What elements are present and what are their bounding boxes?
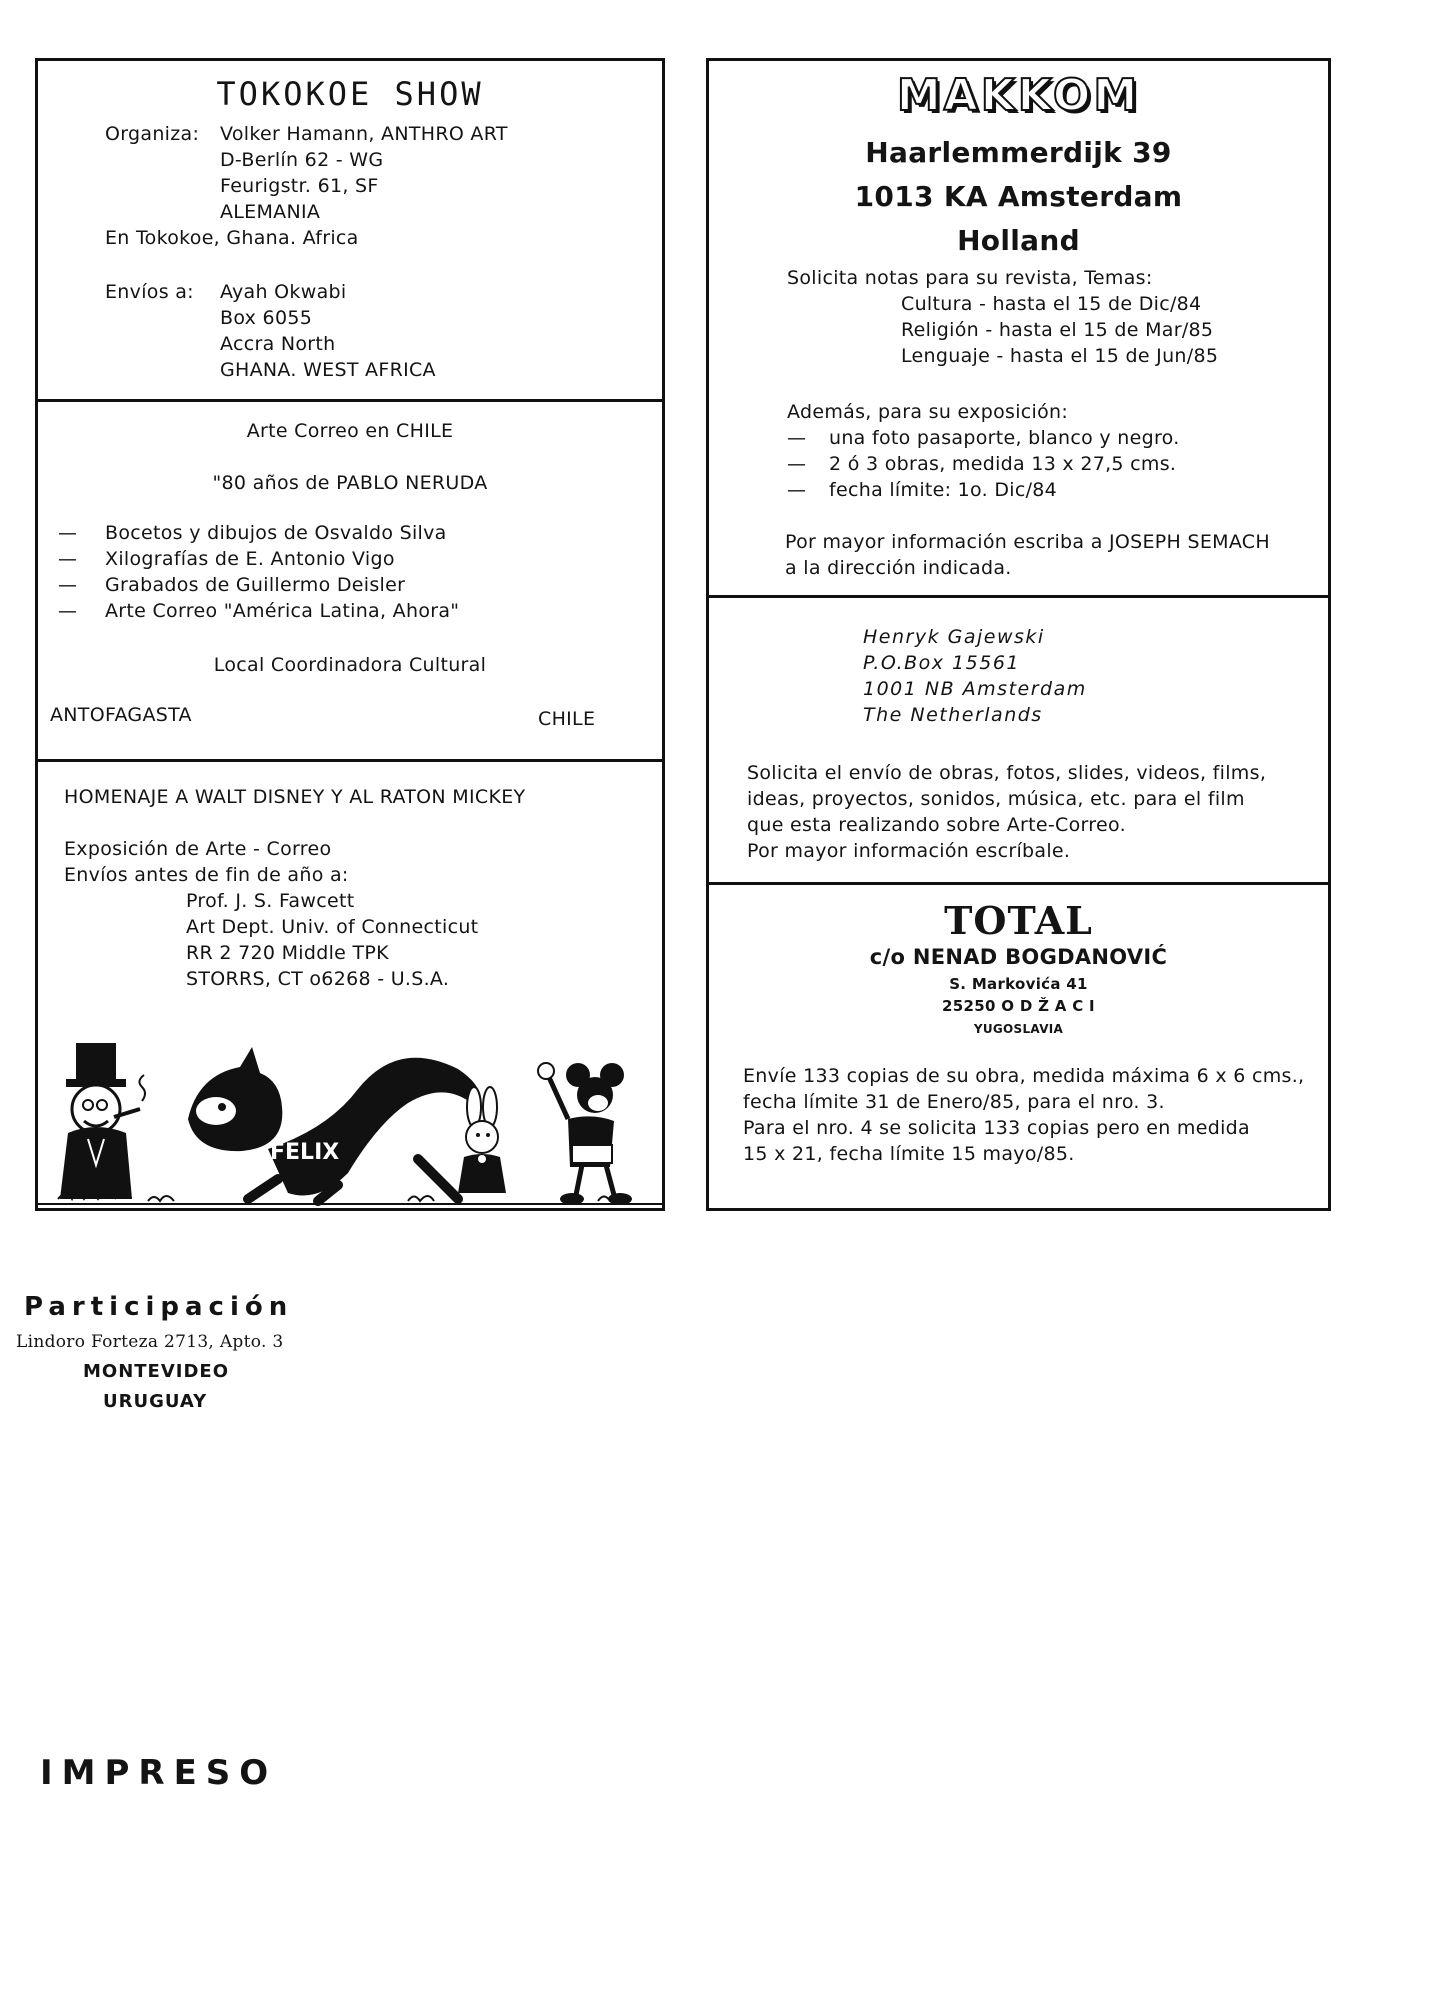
- felix-label: FELIX: [270, 1140, 340, 1165]
- gajewski-section: [709, 595, 1328, 882]
- disney-address-3: RR 2 720 Middle TPK: [186, 942, 389, 964]
- disney-line-1: Exposición de Arte - Correo: [64, 838, 332, 860]
- makkom-dash: —: [787, 479, 807, 501]
- gajewski-body-2: ideas, proyectos, sonidos, música, etc. para el film: [747, 788, 1245, 810]
- chile-section: [38, 399, 662, 759]
- makkom-info-2: a la dirección indicada.: [785, 557, 1012, 579]
- chile-bullet: —: [58, 574, 78, 596]
- makkom-section: [709, 61, 1328, 595]
- gajewski-address-3: 1001 NB Amsterdam: [863, 678, 1087, 700]
- organiza-line-3: Feurigstr. 61, SF: [220, 175, 379, 197]
- chile-title: Arte Correo en CHILE: [246, 420, 454, 442]
- makkom-theme-3: Lenguaje - hasta el 15 de Jun/85: [901, 345, 1219, 367]
- makkom-info-1: Por mayor información escriba a JOSEPH SEMACH: [785, 531, 1270, 553]
- total-street: S. Markovića 41: [949, 975, 1088, 993]
- organiza-line-2: D-Berlín 62 - WG: [220, 149, 384, 171]
- makkom-theme-1: Cultura - hasta el 15 de Dic/84: [901, 293, 1202, 315]
- return-country: URUGUAY: [103, 1391, 208, 1412]
- chile-country: CHILE: [538, 708, 596, 730]
- envios-line-3: Accra North: [220, 333, 336, 355]
- bunny-character: [458, 1087, 506, 1193]
- total-care-of: c/o NENAD BOGDANOVIĆ: [869, 945, 1168, 969]
- gajewski-address-2: P.O.Box 15561: [863, 652, 1020, 674]
- tokokoe-location: En Tokokoe, Ghana. Africa: [105, 227, 359, 249]
- old-man-character: [60, 1043, 145, 1199]
- total-body-2: fecha límite 31 de Enero/85, para el nro. 3.: [743, 1091, 1165, 1113]
- gajewski-body-3: que esta realizando sobre Arte-Correo.: [747, 814, 1126, 836]
- organiza-line-4: ALEMANIA: [220, 201, 321, 223]
- makkom-dash: —: [787, 453, 807, 475]
- impreso-label: IMPRESO: [40, 1753, 278, 1793]
- gajewski-body-4: Por mayor información escríbale.: [747, 840, 1071, 862]
- envios-line-4: GHANA. WEST AFRICA: [220, 359, 436, 381]
- makkom-intro: Solicita notas para su revista, Temas:: [787, 267, 1153, 289]
- envios-line-1: Ayah Okwabi: [220, 281, 347, 303]
- makkom-dash: —: [787, 427, 807, 449]
- total-title: TOTAL: [944, 898, 1093, 943]
- envios-line-2: Box 6055: [220, 307, 313, 329]
- chile-city: ANTOFAGASTA: [50, 704, 192, 726]
- makkom-expo-item-1: una foto pasaporte, blanco y negro.: [829, 427, 1180, 449]
- envios-label: Envíos a:: [105, 281, 194, 303]
- gajewski-address-4: The Netherlands: [863, 704, 1043, 726]
- makkom-logo-text: MAKKOM: [896, 70, 1141, 121]
- total-city: 25250 O D Ž A C I: [942, 997, 1095, 1015]
- chile-bullet: —: [58, 522, 78, 544]
- gajewski-address-1: Henryk Gajewski: [863, 626, 1045, 648]
- disney-line-2: Envíos antes de fin de año a:: [64, 864, 349, 886]
- chile-item-1: Bocetos y dibujos de Osvaldo Silva: [105, 522, 447, 544]
- makkom-country: Holland: [957, 224, 1080, 257]
- disney-address-1: Prof. J. S. Fawcett: [186, 890, 355, 912]
- makkom-expo-item-2: 2 ó 3 obras, medida 13 x 27,5 cms.: [829, 453, 1177, 475]
- makkom-theme-2: Religión - hasta el 15 de Mar/85: [901, 319, 1214, 341]
- left-notice-column: [35, 58, 665, 1211]
- tokokoe-title: TOKOKOE SHOW: [216, 75, 484, 113]
- total-body-1: Envíe 133 copias de su obra, medida máxima 6 x 6 cms.,: [743, 1065, 1305, 1087]
- total-country: YUGOSLAVIA: [973, 1022, 1064, 1036]
- chile-local: Local Coordinadora Cultural: [213, 654, 487, 676]
- organiza-label: Organiza:: [105, 123, 200, 145]
- return-city: MONTEVIDEO: [83, 1361, 230, 1382]
- participacion-heading: Participación: [24, 1292, 294, 1322]
- felix-cat-character: [188, 1047, 481, 1201]
- organiza-line-1: Volker Hamann, ANTHRO ART: [220, 123, 508, 145]
- right-notice-column: [706, 58, 1331, 1211]
- chile-item-3: Grabados de Guillermo Deisler: [105, 574, 406, 596]
- disney-title: HOMENAJE A WALT DISNEY Y AL RATON MICKEY: [64, 786, 526, 808]
- cartoon-characters-illustration: [38, 1009, 662, 1209]
- disney-section: [38, 759, 662, 1208]
- gajewski-body-1: Solicita el envío de obras, fotos, slides, videos, films,: [747, 762, 1267, 784]
- disney-address-4: STORRS, CT o6268 - U.S.A.: [186, 968, 450, 990]
- return-address: Lindoro Forteza 2713, Apto. 3: [16, 1332, 284, 1352]
- tokokoe-section: [38, 61, 662, 399]
- chile-subtitle: "80 años de PABLO NERUDA: [212, 472, 488, 494]
- makkom-expo-item-3: fecha límite: 1o. Dic/84: [829, 479, 1058, 501]
- makkom-street: Haarlemmerdijk 39: [865, 136, 1172, 169]
- chile-bullet: —: [58, 600, 78, 622]
- chile-item-2: Xilografías de E. Antonio Vigo: [105, 548, 395, 570]
- chile-item-4: Arte Correo "América Latina, Ahora": [105, 600, 460, 622]
- total-body-3: Para el nro. 4 se solicita 133 copias pero en medida: [743, 1117, 1250, 1139]
- mickey-mouse-character: [538, 1063, 632, 1205]
- total-section: [709, 882, 1328, 1208]
- disney-address-2: Art Dept. Univ. of Connecticut: [186, 916, 479, 938]
- makkom-expo-intro: Además, para su exposición:: [787, 401, 1069, 423]
- makkom-logo: [709, 71, 1328, 121]
- total-body-4: 15 x 21, fecha límite 15 mayo/85.: [743, 1143, 1075, 1165]
- chile-bullet: —: [58, 548, 78, 570]
- makkom-postcode: 1013 KA Amsterdam: [854, 180, 1183, 213]
